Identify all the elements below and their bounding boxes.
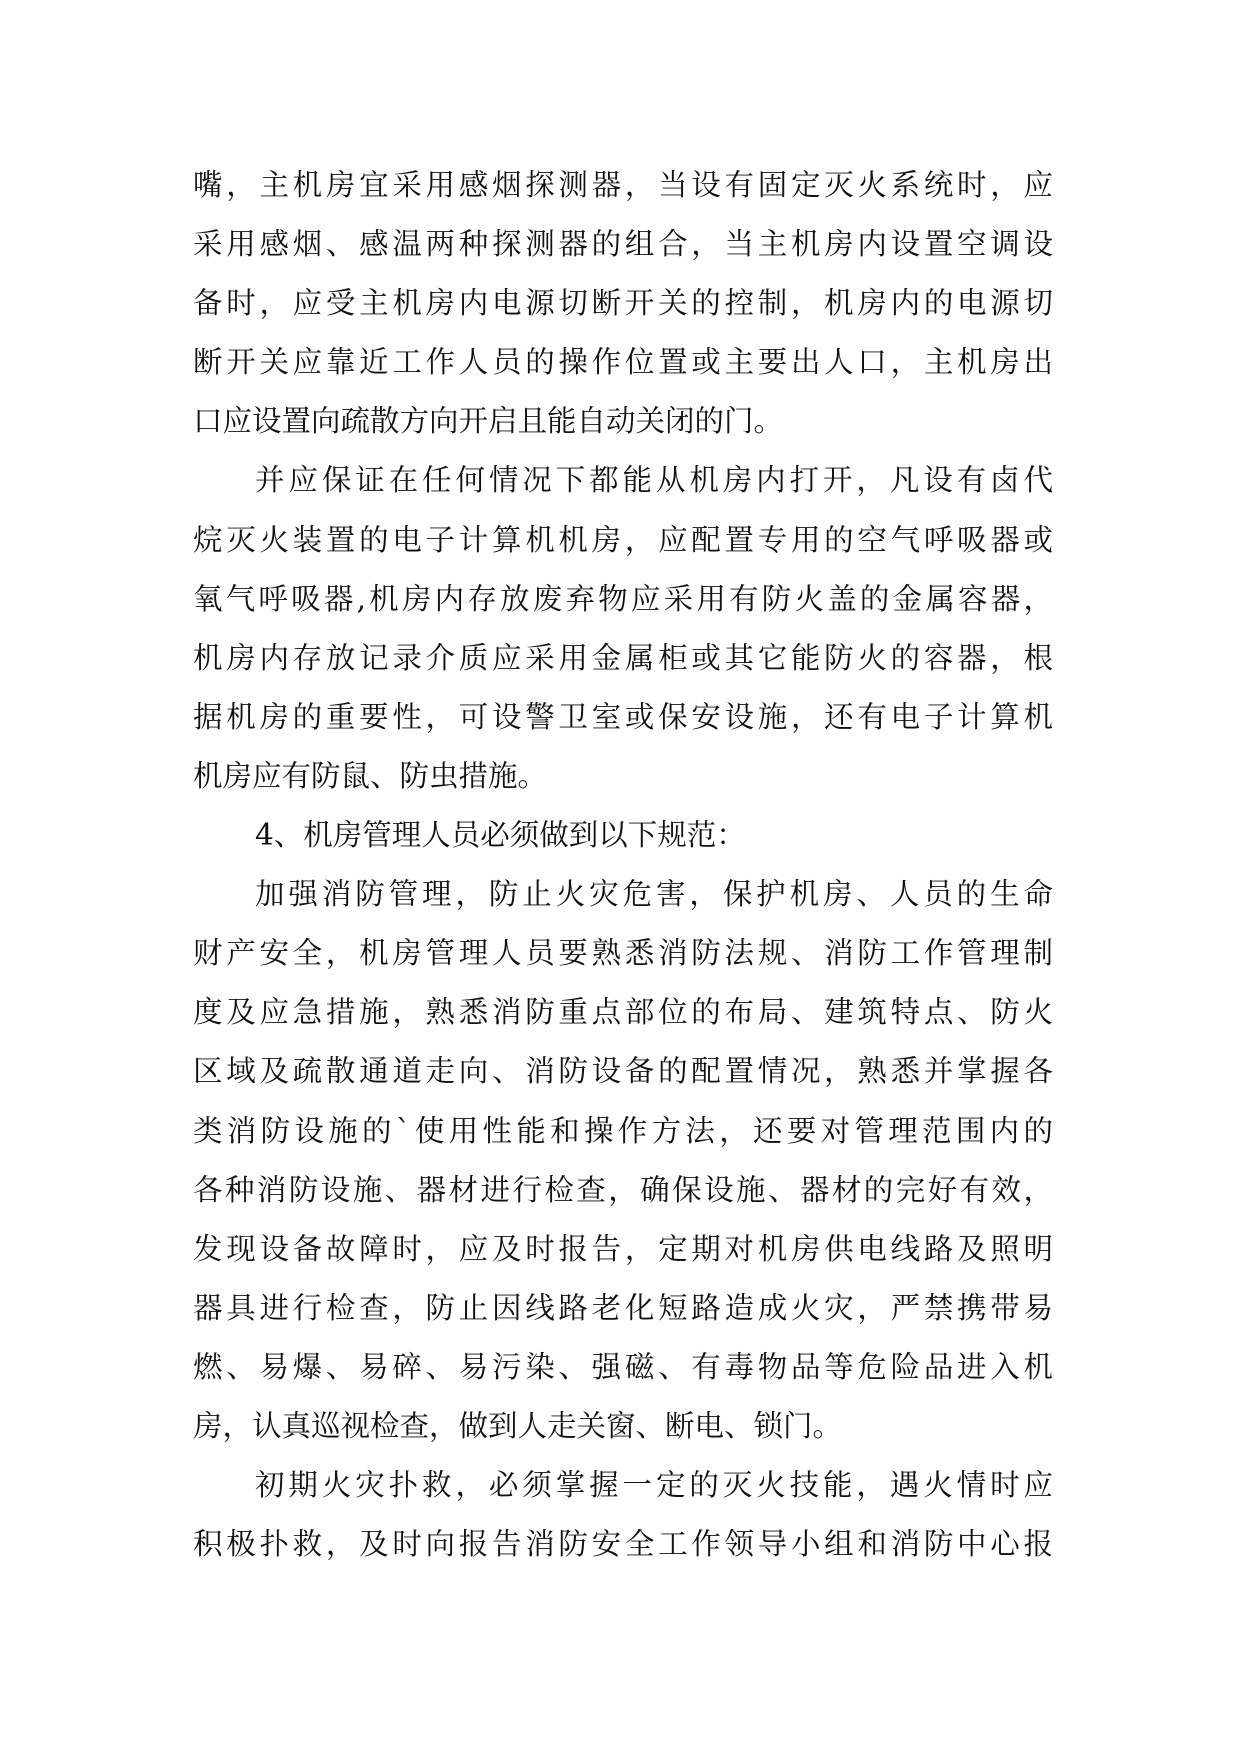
text-line: 发现设备故障时，应及时报告，定期对机房供电线路及照明 (193, 1231, 1053, 1266)
paragraph-start-line: 并应保证在任何情况下都能从机房内打开，凡设有卤代 (255, 463, 1053, 498)
text-line: 房，认真巡视检查，做到人走关窗、断电、锁门。 (193, 1408, 843, 1443)
text-line: 区域及疏散通道走向、消防设备的配置情况，熟悉并掌握各 (193, 1054, 1053, 1089)
document-body (193, 156, 1053, 1574)
text-line: 器具进行检查，防止因线路老化短路造成火灾，严禁携带易 (193, 1290, 1053, 1325)
text-line: 燃、易爆、易碎、易污染、强磁、有毒物品等危险品进入机 (193, 1349, 1053, 1384)
text-line: 断开关应靠近工作人员的操作位置或主要出人口，主机房出 (193, 345, 1053, 380)
text-line: 机房应有防鼠、防虫措施。 (193, 758, 548, 793)
text-line: 度及应急措施，熟悉消防重点部位的布局、建筑特点、防火 (193, 995, 1053, 1030)
paragraph-start-line: 加强消防管理，防止火灾危害，保护机房、人员的生命 (255, 877, 1053, 912)
text-line: 备时，应受主机房内电源切断开关的控制，机房内的电源切 (193, 286, 1053, 321)
text-line: 氧气呼吸器,机房内存放废弃物应采用有防火盖的金属容器， (193, 581, 1053, 616)
text-line: 嘴，主机房宜采用感烟探测器，当设有固定灭火系统时，应 (193, 168, 1053, 202)
text-line: 据机房的重要性，可设警卫室或保安设施，还有电子计算机 (193, 699, 1053, 734)
text-line: 烷灭火装置的电子计算机机房，应配置专用的空气呼吸器或 (193, 522, 1053, 557)
text-line: 各种消防设施、器材进行检查，确保设施、器材的完好有效， (193, 1172, 1053, 1207)
text-line: 口应设置向疏散方向开启且能自动关闭的门。 (193, 404, 784, 439)
section-heading-line: 4、机房管理人员必须做到以下规范： (255, 818, 746, 853)
text-line: 类消防设施的`使用性能和操作方法，还要对管理范围内的 (193, 1113, 1053, 1148)
text-line: 机房内存放记录介质应采用金属柜或其它能防火的容器，根 (193, 640, 1053, 675)
text-line: 积极扑救，及时向报告消防安全工作领导小组和消防中心报 (193, 1527, 1053, 1562)
text-line: 采用感烟、感温两种探测器的组合，当主机房内设置空调设 (193, 227, 1053, 262)
text-line: 财产安全，机房管理人员要熟悉消防法规、消防工作管理制 (193, 936, 1053, 971)
paragraph-start-line: 初期火灾扑救，必须掌握一定的灭火技能，遇火情时应 (255, 1468, 1053, 1503)
